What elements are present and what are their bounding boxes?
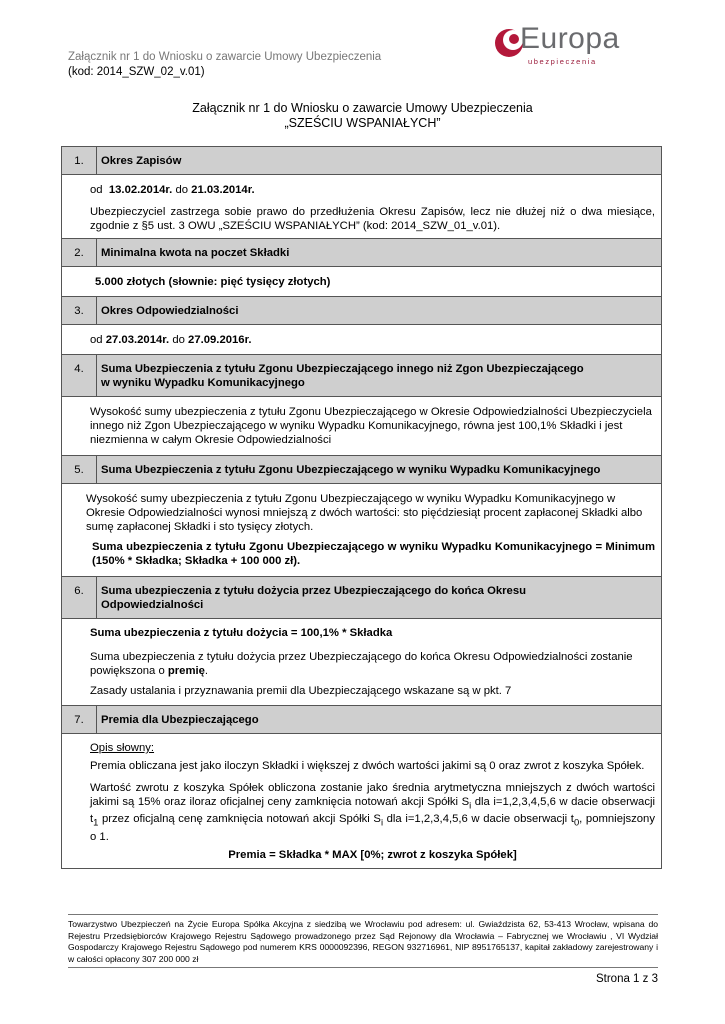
section-body-7 (62, 734, 662, 869)
accident-sum-description: Wysokość sumy ubezpieczenia z tytułu Zgonu Ubezpieczającego w wyniku Wypadku Komunikacyjnego w Okresie Odpowiedzialności wynosi mniejszą z dwóch wartości: sto pięćdziesiąt procent zapłaconej Składki albo sumę zapłaconej Składki i sto tysięcy złotych. (86, 493, 643, 533)
date-to: 27.09.2016r. (188, 334, 252, 346)
terms-table (61, 146, 662, 869)
running-header (68, 50, 381, 80)
section-header-7 (62, 706, 662, 734)
section-body-4 (62, 397, 662, 456)
bonus-rules-note: Zasady ustalania i przyznawania premii dla Ubezpieczającego wskazane są w pkt. 7 (90, 685, 512, 697)
section-body-1 (62, 175, 662, 239)
document-title-line1: Załącznik nr 1 do Wniosku o zawarcie Umowy Ubezpieczenia (192, 101, 533, 115)
date-from: 13.02.2014r. (108, 184, 173, 196)
section-number: 6. (62, 577, 97, 619)
document-title-line2: „SZEŚCIU WSPANIAŁYCH” (284, 116, 441, 130)
section-number: 3. (62, 297, 97, 325)
company-footer: Towarzystwo Ubezpieczeń na Życie Europa Spółka Akcyjna z siedzibą we Wrocławiu pod adresem: ul. Gwiaździsta 62, 53-413 Wrocław, wpisana do Rejestru Przedsiębiorców Krajowego Rejestru Sądowego prowadzonego przez Sąd Rejonowy dla Wrocławia – Fabrycznej we Wrocławiu , VI Wydział Gospodarczy Krajowego Rejestru Sądowego pod numerem KRS 0000092396, REGON 932716961, NIP 8951765137, kapitał zakładowy zarejestrowany i w całości opłacony 307 200 000 zł (68, 914, 658, 965)
verbal-description-label: Opis słowny: (90, 742, 155, 754)
death-sum-description: Wysokość sumy ubezpieczenia z tytułu Zgonu Ubezpieczającego w Okresie Odpowiedzialności Ubezpieczyciela innego niż Zgon Ubezpieczającego w wyniku Wypadku Komunikacyjnego, równa jest 100,1% Składki i jest niezmienna w całym Okresie Odpowiedzialności (90, 406, 652, 446)
section-heading: Suma Ubezpieczenia z tytułu Zgonu Ubezpieczającego innego niż Zgon Ubezpieczającego w wyniku Wypadku Komunikacyjnego (97, 355, 662, 397)
section-body-5 (62, 484, 662, 577)
accident-sum-formula: Suma ubezpieczenia z tytułu Zgonu Ubezpieczającego w wyniku Wypadku Komunikacyjnego = Minimum (150% * Składka; Składka + 100 000 zł). (92, 541, 655, 567)
bonus-description: Premia obliczana jest jako iloczyn Składki i większej z dwóch wartości jakimi są 0 oraz zwrot z koszyka Spółek. (90, 760, 645, 772)
section-heading: Minimalna kwota na poczet Składki (97, 239, 662, 267)
section-header-5 (62, 456, 662, 484)
section-heading: Premia dla Ubezpieczającego (97, 706, 662, 734)
section-body-3 (62, 325, 662, 355)
bonus-formula: Premia = Składka * MAX [0%; zwrot z koszyka Spółek] (228, 848, 517, 861)
section-body-2 (62, 267, 662, 297)
footer-divider (68, 967, 658, 968)
section-header-1 (62, 147, 662, 175)
date-to: 21.03.2014r. (191, 184, 255, 196)
basket-return-description: Wartość zwrotu z koszyka Spółek obliczona zostanie jako średnia arytmetyczna mniejszych z dwóch wartości jakimi są 15% oraz iloraz oficjalnej ceny zamknięcia notowań akcji Spółki $S_i$ dla i=1,2,3,4,5,6 w dacie obserwacji $t_1$ przez oficjalną cenę zamknięcia notowań akcji Spółki $S_i$ dla i=1,2,3,4,5,6 w dacie obserwacji $t_0$, pomniejszony o 1. (90, 782, 655, 843)
section-number: 1. (62, 147, 97, 175)
section-header-3 (62, 297, 662, 325)
minimum-amount: 5.000 złotych (słownie: pięć tysięcy złotych) (95, 276, 331, 288)
logo-subtitle: ubezpieczenia (528, 57, 597, 66)
section-heading: Okres Zapisów (97, 147, 662, 175)
section-header-6 (62, 577, 662, 619)
running-header-code: (kod: 2014_SZW_02_v.01) (68, 66, 205, 78)
enrollment-period: od 13.02.2014r. do 21.03.2014r. (90, 184, 255, 196)
running-header-title: Załącznik nr 1 do Wniosku o zawarcie Umowy Ubezpieczenia (68, 51, 382, 63)
section-header-2 (62, 239, 662, 267)
section-header-4 (62, 355, 662, 397)
section-number: 5. (62, 456, 97, 484)
section-number: 2. (62, 239, 97, 267)
europa-logo (492, 24, 662, 72)
page-number: Strona 1 z 3 (595, 973, 658, 985)
section-heading: Suma Ubezpieczenia z tytułu Zgonu Ubezpieczającego w wyniku Wypadku Komunikacyjnego (97, 456, 662, 484)
survival-bonus-note: Suma ubezpieczenia z tytułu dożycia przez Ubezpieczającego do końca Okresu Odpowiedzialności zostanie powiększona o premię. (90, 651, 633, 677)
section-heading: Okres Odpowiedzialności (97, 297, 662, 325)
section-number: 4. (62, 355, 97, 397)
section-number: 7. (62, 706, 97, 734)
section-heading: Suma ubezpieczenia z tytułu dożycia przez Ubezpieczającego do końca Okresu Odpowiedzialności (97, 577, 662, 619)
date-from: 27.03.2014r. (105, 334, 170, 346)
extension-note: Ubezpieczyciel zastrzega sobie prawo do przedłużenia Okresu Zapisów, lecz nie dłużej niż o dwa miesiące, zgodnie z §5 ust. 3 OWU „SZEŚCIU WSPANIAŁYCH” (kod: 2014_SZW_01_v.01). (90, 206, 655, 232)
logo-word: Europa (520, 22, 620, 55)
document-title (0, 101, 725, 131)
section-body-6 (62, 619, 662, 706)
liability-period: od 27.03.2014r. do 27.09.2016r. (90, 334, 252, 346)
survival-sum-formula: Suma ubezpieczenia z tytułu dożycia = 100,1% * Składka (90, 627, 393, 639)
